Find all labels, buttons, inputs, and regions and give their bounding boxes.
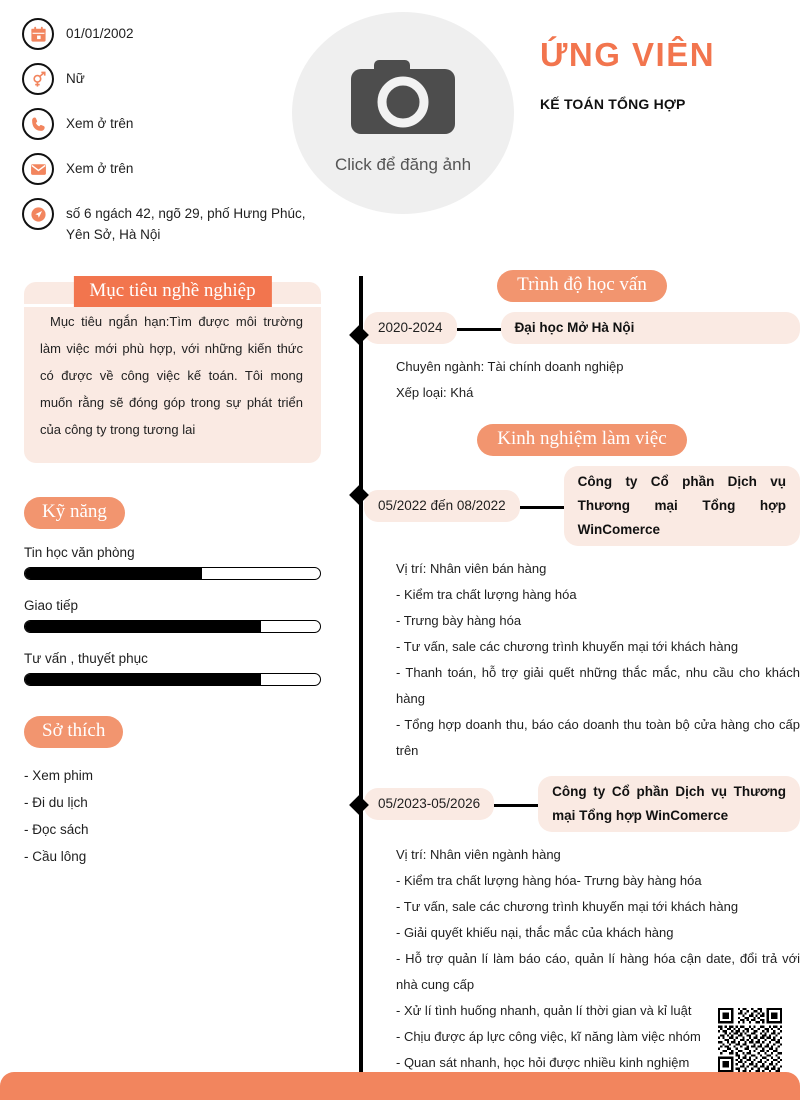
phone-icon — [22, 108, 54, 140]
duty-item: - Trưng bày hàng hóa — [396, 613, 522, 628]
contact-value: 01/01/2002 — [66, 26, 134, 41]
skill-label: Giao tiếp — [24, 598, 79, 613]
duty-item: - Kiểm tra chất lượng hàng hóa- Trưng bày hàng hóa — [396, 873, 702, 888]
location-icon — [22, 198, 54, 230]
qr-code — [718, 1008, 782, 1072]
skills-list — [24, 545, 321, 686]
education-major: Chuyên ngành: Tài chính doanh nghiệp — [396, 359, 624, 374]
education-head — [364, 312, 800, 344]
candidate-name: ỨNG VIÊN — [540, 36, 716, 73]
education-school: Đại học Mở Hà Nội — [501, 312, 800, 344]
skill-bar-fill — [25, 568, 202, 579]
duty-item: - Kiểm tra chất lượng hàng hóa — [396, 587, 577, 602]
duty-item: - Giải quyết khiếu nại, thắc mắc của khách hàng — [396, 925, 674, 940]
duty-item: - Tư vấn, sale các chương trình khuyến mại tới khách hàng — [396, 899, 739, 914]
contact-row-address — [22, 198, 312, 245]
contact-value: Xem ở trên — [66, 161, 134, 176]
experience-date: 05/2022 đến 08/2022 — [364, 490, 520, 522]
experience-head — [364, 776, 800, 832]
experience-company: Công ty Cổ phần Dịch vụ Thương mại Tổng hợp WinComerce — [538, 776, 800, 832]
objective-text: Mục tiêu ngắn hạn:Tìm được môi trường làm việc mới phù hợp, với những kiến thức có được về công việc kế toán. Tôi mong muốn rằng sẽ đóng góp trong sự phát triển của công ty trong tương lai — [40, 314, 303, 437]
objective-title: Mục tiêu nghề nghiệp — [73, 276, 271, 307]
skill-item — [24, 598, 321, 633]
experience-company: Công ty Cổ phần Dịch vụ Thương mại Tổng hợp WinComerce — [564, 466, 800, 546]
skill-bar — [24, 673, 321, 686]
skill-bar — [24, 620, 321, 633]
duty-item: - Quan sát nhanh, học hỏi được nhiều kinh nghiệm — [396, 1055, 690, 1070]
watermark: © Timviec365.vn — [662, 4, 780, 19]
skill-item — [24, 545, 321, 580]
skill-label: Tư vấn , thuyết phục — [24, 651, 148, 666]
contact-value: Xem ở trên — [66, 116, 134, 131]
duty-item: - Tổng hợp doanh thu, báo cáo doanh thu toàn bộ cửa hàng cho cấp trên — [396, 717, 800, 758]
contact-row-phone — [22, 108, 312, 140]
contact-row-birthdate — [22, 18, 312, 50]
experience-title: Kinh nghiệm làm việc — [477, 424, 686, 456]
experience-head — [364, 466, 800, 546]
skill-bar-fill — [25, 621, 261, 632]
skill-item — [24, 651, 321, 686]
education-date: 2020-2024 — [364, 312, 457, 344]
experience-position: Vị trí: Nhân viên bán hàng — [396, 561, 547, 576]
objective-section — [24, 282, 321, 463]
objective-box — [24, 282, 321, 463]
hobbies-title: Sở thích — [24, 716, 123, 748]
experience-date: 05/2023-05/2026 — [364, 788, 494, 820]
duty-item: - Chịu được áp lực công việc, kĩ năng làm việc nhóm — [396, 1029, 701, 1044]
contact-row-email — [22, 153, 312, 185]
hobby-item: - Đọc sách — [24, 822, 89, 837]
job-title: KẾ TOÁN TỔNG HỢP — [540, 96, 686, 112]
email-icon — [22, 153, 54, 185]
right-column — [350, 270, 800, 1076]
education-entry — [364, 312, 800, 406]
duty-item: - Thanh toán, hỗ trợ giải quết những thắc mắc, nhu cầu cho khách hàng — [396, 665, 800, 706]
hobbies-list — [24, 762, 321, 870]
calendar-icon — [22, 18, 54, 50]
skill-label: Tin học văn phòng — [24, 545, 135, 560]
camera-icon — [345, 52, 461, 149]
experience-details — [396, 556, 800, 764]
duty-item: - Hỗ trợ quản lí làm báo cáo, quản lí hàng hóa cận date, đổi trả với nhà cung cấp — [396, 951, 800, 992]
experience-heading — [364, 424, 800, 456]
duty-item: - Xử lí tình huống nhanh, quản lí thời gian và kỉ luật — [396, 1003, 692, 1018]
hobby-item: - Cầu lông — [24, 849, 87, 864]
contact-list — [22, 18, 312, 258]
education-title: Trình độ học vấn — [497, 270, 667, 302]
skill-bar-fill — [25, 674, 261, 685]
photo-upload-placeholder[interactable] — [292, 12, 514, 214]
photo-placeholder-label: Click để đăng ảnh — [334, 154, 472, 174]
name-block — [540, 36, 715, 112]
timeline-axis — [359, 276, 363, 1076]
left-column — [0, 270, 345, 870]
duty-item: - Tư vấn, sale các chương trình khuyến mại tới khách hàng — [396, 639, 739, 654]
experience-position: Vị trí: Nhân viên ngành hàng — [396, 847, 561, 862]
timeline — [350, 270, 800, 1076]
contact-row-gender — [22, 63, 312, 95]
footer-bar — [0, 1072, 800, 1100]
hobby-item: - Xem phim — [24, 768, 94, 783]
contact-value: Nữ — [66, 71, 85, 86]
experience-entry — [364, 466, 800, 764]
education-grade: Xếp loại: Khá — [396, 385, 474, 400]
hobby-item: - Đi du lịch — [24, 795, 88, 810]
contact-value: số 6 ngách 42, ngõ 29, phố Hưng Phúc, Yên Sở, Hà Nội — [66, 206, 306, 242]
skills-title: Kỹ năng — [24, 497, 125, 529]
gender-icon — [22, 63, 54, 95]
skill-bar — [24, 567, 321, 580]
education-heading — [364, 270, 800, 302]
cv-header — [0, 0, 800, 270]
